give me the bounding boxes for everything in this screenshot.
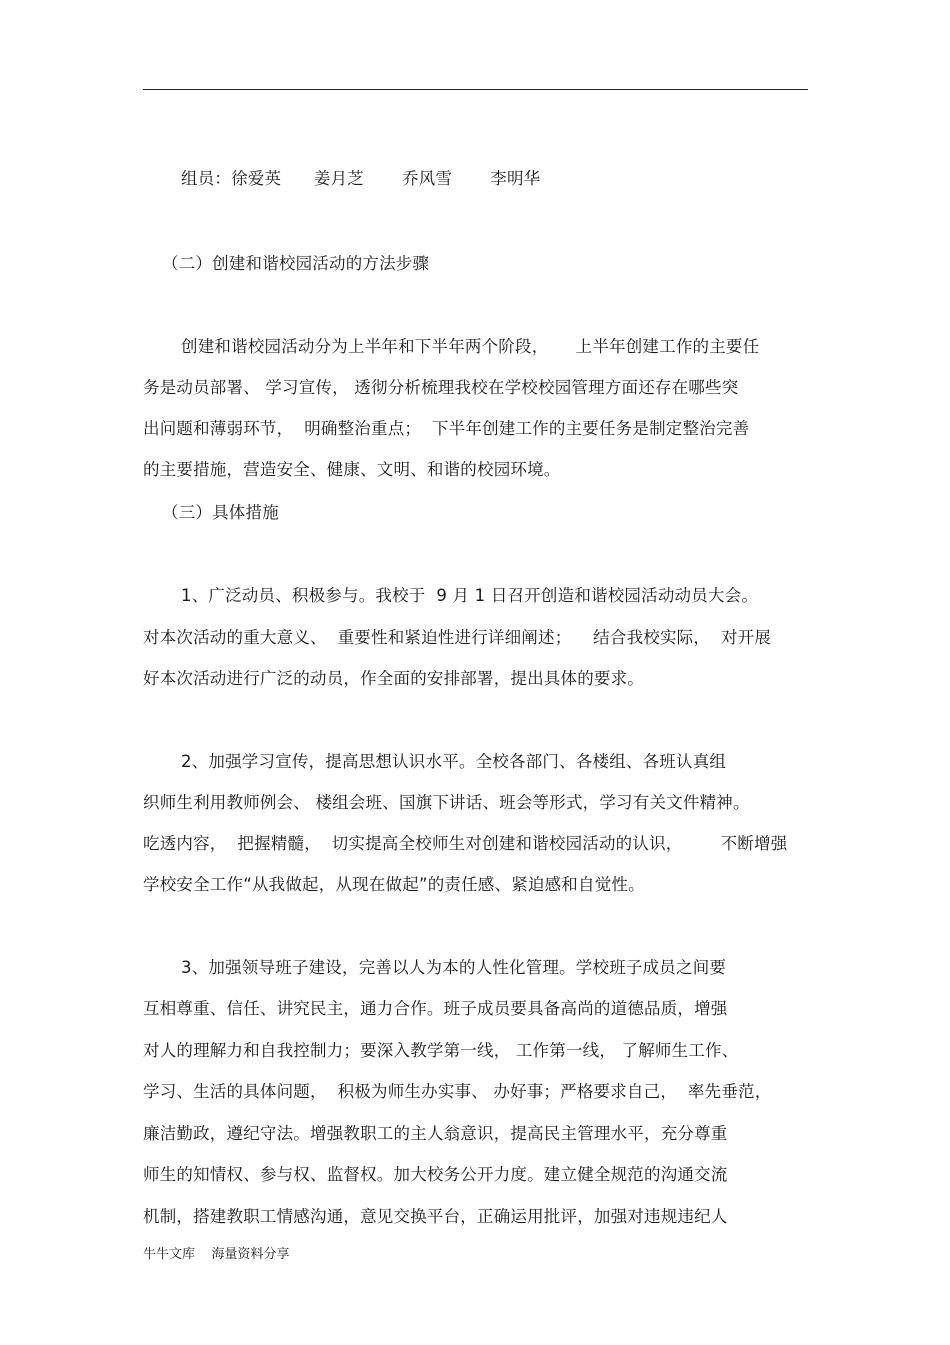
footer-watermark-text: 牛牛文库 海量资料分享: [143, 1247, 290, 1262]
paragraph-line: 出问题和薄弱环节， 明确整治重点； 下半年创建工作的主要任务是制定整治完善: [143, 419, 750, 438]
section-heading-methods: （二）创建和谐校园活动的方法步骤: [162, 254, 430, 273]
paragraph-line: 互相尊重、信任、讲究民主，通力合作。班子成员要具备高尚的道德品质，增强: [143, 999, 728, 1018]
paragraph-line: 创建和谐校园活动分为上半年和下半年两个阶段， 上半年创建工作的主要任: [181, 337, 760, 356]
header-rule: [143, 89, 808, 90]
paragraph-line: 机制，搭建教职工情感沟通，意见交换平台，正确运用批评，加强对违规违纪人: [143, 1207, 728, 1226]
paragraph-line: 务是动员部署、 学习宣传， 透彻分析梳理我校在学校校园管理方面还存在哪些突: [143, 378, 739, 397]
paragraph-line: 吃透内容， 把握精髓， 切实提高全校师生对创建和谐校园活动的认识， 不断增强: [143, 834, 788, 853]
paragraph-line: 学校安全工作“从我做起，从现在做起”的责任感、紧迫感和自觉性。: [143, 875, 645, 894]
paragraph-line: 师生的知情权、参与权、监督权。加大校务公开力度。建立健全规范的沟通交流: [143, 1165, 728, 1184]
paragraph-line: 好本次活动进行广泛的动员，作全面的安排部署，提出具体的要求。: [143, 669, 644, 688]
paragraph-line: 的主要措施，营造安全、健康、文明、和谐的校园环境。: [143, 460, 561, 479]
paragraph-line: 织师生利用教师例会、 楼组会班、国旗下讲话、班会等形式，学习有关文件精神。: [143, 793, 750, 812]
paragraph-line: 学习、生活的具体问题， 积极为师生办实事、 办好事；严格要求自己， 率先垂范，: [143, 1082, 772, 1101]
paragraph-line: 3、加强领导班子建设，完善以人为本的人性化管理。学校班子成员之间要: [181, 958, 727, 977]
paragraph-line: 1、广泛动员、积极参与。我校于 9 月 1 日召开创造和谐校园活动动员大会。: [181, 586, 759, 605]
paragraph-line: 对本次活动的重大意义、 重要性和紧迫性进行详细阐述； 结合我校实际， 对开展: [143, 628, 772, 647]
paragraph-line: 对人的理解力和自我控制力；要深入教学第一线， 工作第一线， 了解师生工作、: [143, 1041, 739, 1060]
members-line: 组员：徐爱英 姜月芝 乔风雪 李明华: [181, 169, 541, 188]
section-heading-measures: （三）具体措施: [162, 503, 279, 522]
paragraph-line: 2、加强学习宣传，提高思想认识水平。全校各部门、各楼组、各班认真组: [181, 752, 727, 771]
paragraph-line: 廉洁勤政，遵纪守法。增强教职工的主人翁意识，提高民主管理水平，充分尊重: [143, 1124, 728, 1143]
